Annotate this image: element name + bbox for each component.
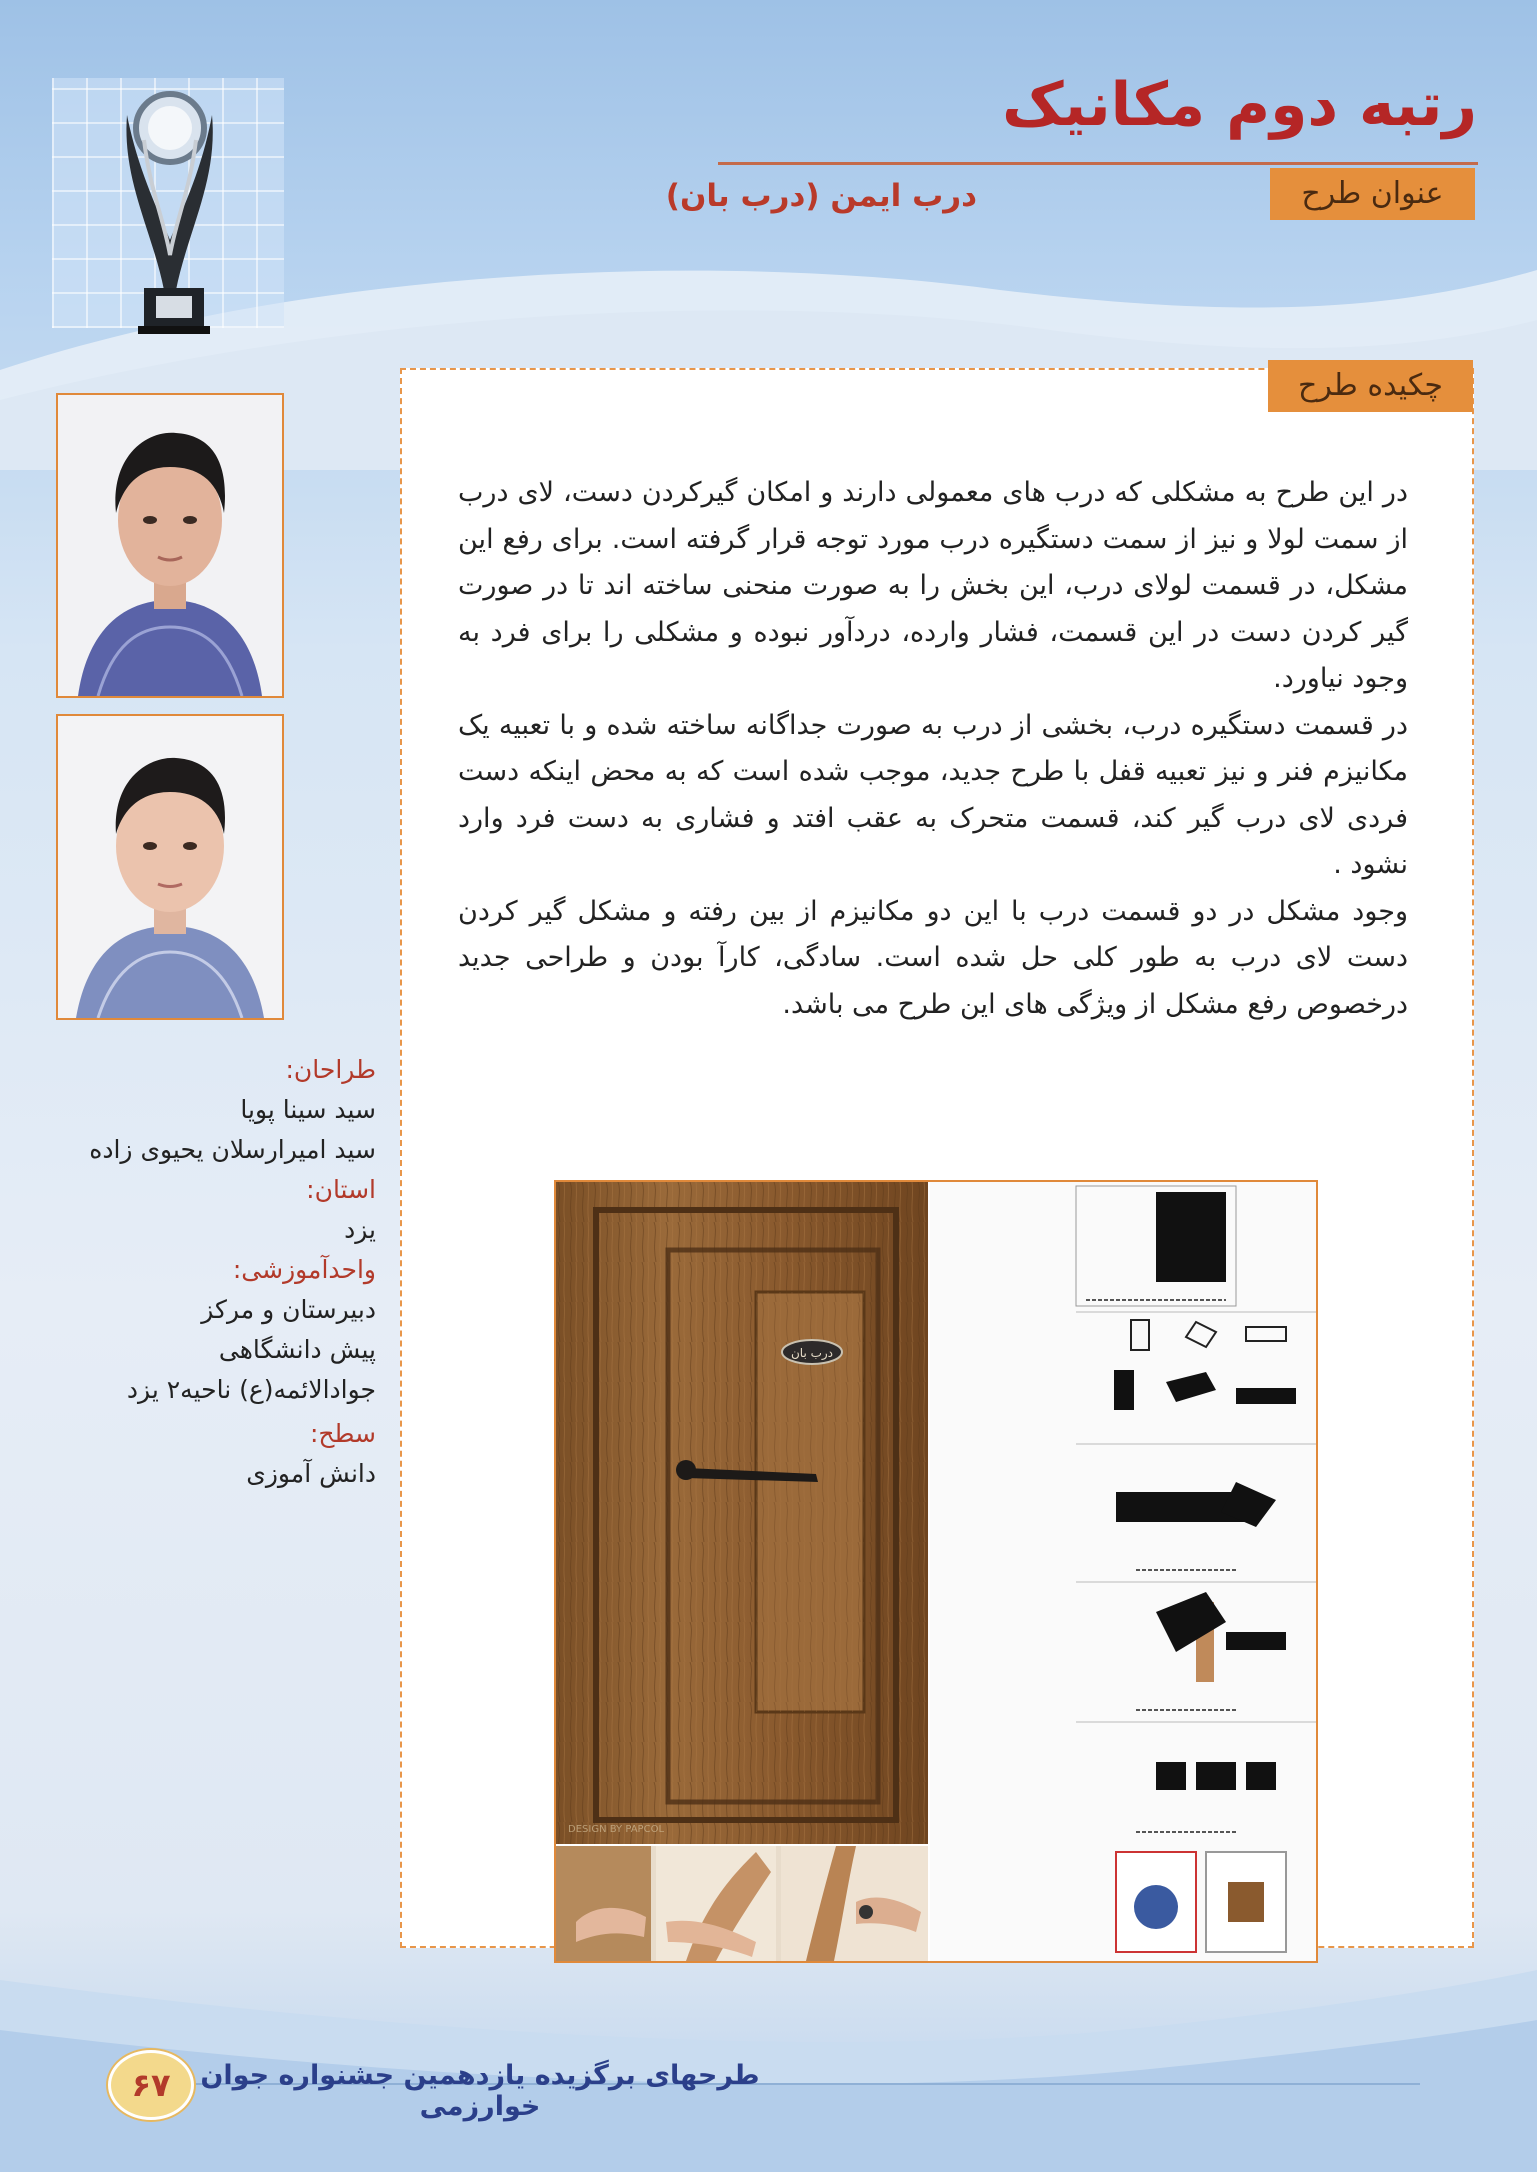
door-figure <box>554 1180 1318 1963</box>
abstract-text <box>458 470 1408 1028</box>
trophy-icon <box>52 70 284 340</box>
technical-drawings <box>930 1182 1316 1961</box>
level-label: سطح: <box>309 1419 376 1448</box>
title-underline <box>718 162 1478 165</box>
abstract-paragraph-3: وجود مشکل در دو قسمت درب با این دو مکانیزم از بین رفته و مشکل گیر کردن دست لای درب به طور کلی حل شده است. سادگی، کارآ بودن و طراحی جدید درخصوص رفع مشکل از ویژگی های این طرح می باشد. <box>458 895 1408 1020</box>
page-number: ۶۷ <box>108 2050 194 2120</box>
province-value: یزد <box>344 1215 376 1244</box>
footer-caption: طرحهای برگزیده یازدهمین جشنواره جوان خوارزمی <box>200 2060 760 2122</box>
school-label: واحدآموزشی: <box>232 1255 376 1284</box>
portrait-image <box>58 716 282 1018</box>
designer-photo-1 <box>56 393 284 698</box>
province-label: استان: <box>306 1175 376 1204</box>
door-collage-image <box>556 1182 1316 1961</box>
trophy-logo <box>52 70 284 340</box>
door-plaque-text: درب بان <box>790 1346 834 1360</box>
page-title: رتبه دوم مکانیک <box>1002 70 1477 140</box>
level-value: دانش آموزی <box>246 1459 376 1488</box>
project-title-tag: عنوان طرح <box>1270 168 1475 220</box>
designer-info <box>56 1050 376 1494</box>
designers-label: طراحان: <box>285 1055 376 1084</box>
project-title: درب ایمن (درب بان) <box>665 178 977 214</box>
designer-photo-2 <box>56 714 284 1020</box>
school-line-2: پیش دانشگاهی <box>218 1335 376 1364</box>
designer-name-1: سید سینا پویا <box>240 1095 376 1124</box>
photo-watermark: DESIGN BY PAPCOL <box>568 1824 665 1835</box>
abstract-tag: چکیده طرح <box>1268 360 1473 412</box>
background-wave-bottom <box>0 1940 1537 2172</box>
abstract-paragraph-1: در این طرح به مشکلی که درب های معمولی دارند و امکان گیرکردن دست، لای درب از سمت لولا و نیز از سمت دستگیره درب مورد توجه قرار گرفته است. برای رفع این مشکل، در قسمت لولای درب، این بخش را به صورت منحنی ساخته اند تا در صورت گیر کردن دست در این قسمت، فشار وارده، دردآور نبوده و مشکلی را برای فرد به وجود نیاورد. <box>458 477 1408 694</box>
designer-name-2: سید امیرارسلان یحیوی زاده <box>89 1135 376 1164</box>
portrait-image <box>58 395 282 696</box>
abstract-paragraph-2: در قسمت دستگیره درب، بخشی از درب به صورت جداگانه ساخته شده و با تعبیه یک مکانیزم فنر و نیز تعبیه قفل با طرح جدید، موجب شده است که به محض اینکه دست فردی لای درب گیر کند، قسمت متحرک به عقب افتد و فشاری به دست فرد وارد نشود . <box>458 709 1408 880</box>
school-line-3: جوادالائمه(ع) ناحیه۲ یزد <box>126 1375 376 1404</box>
school-line-1: دبیرستان و مرکز <box>201 1295 376 1324</box>
